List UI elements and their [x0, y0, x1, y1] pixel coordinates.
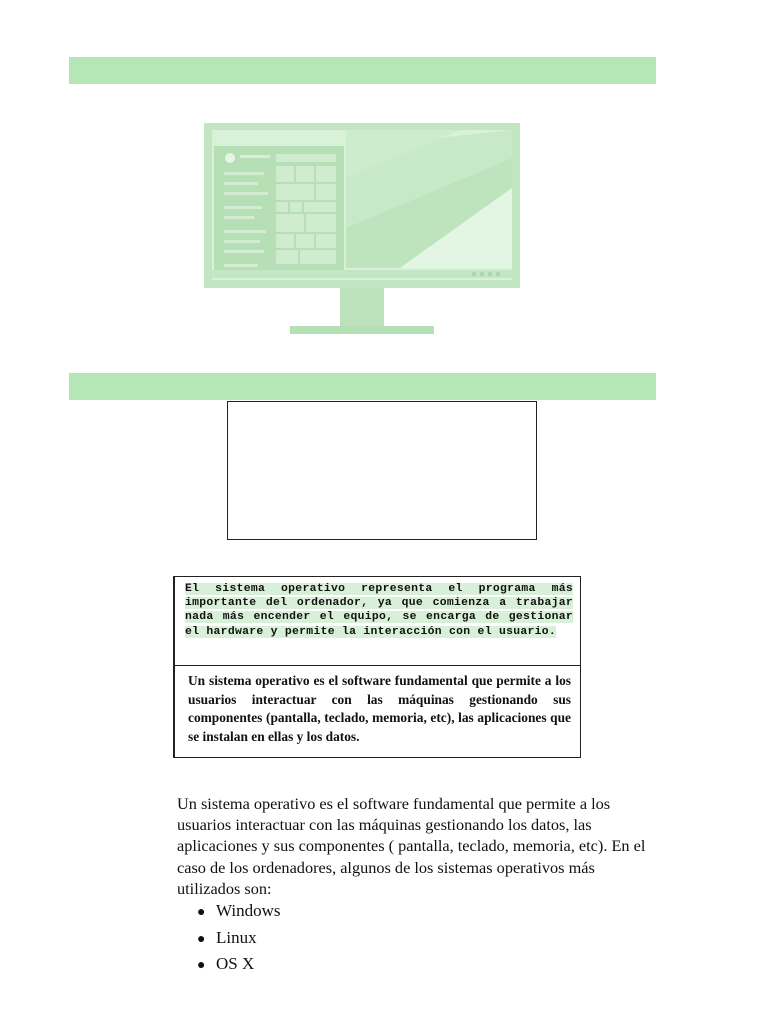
- list-item: [197, 925, 280, 952]
- monitor-stand-neck: [340, 288, 384, 328]
- middle-green-band: [69, 373, 656, 400]
- definition-divider: [175, 665, 580, 666]
- list-item-label: Linux: [216, 927, 257, 947]
- bullet-icon: ●: [197, 905, 206, 920]
- list-item-label: Windows: [216, 901, 281, 920]
- os-list: [197, 898, 280, 978]
- list-item-label: OS X: [216, 954, 255, 973]
- bullet-icon: ●: [197, 958, 206, 973]
- computer-monitor-icon: [200, 118, 524, 338]
- monitor-stand-base: [290, 326, 434, 334]
- main-paragraph: Un sistema operativo es el software fundamental que permite a los usuarios interactuar con las máquinas gestionando los datos, las aplicaciones y sus componentes ( pantalla, teclado, memoria, etc). En el caso de los ordenadores, algunos de los sistemas operativos más utilizados son:: [177, 794, 646, 898]
- highlighted-definition-text: El sistema operativo representa el programa más importante del ordenador, ya que comienza a trabajar nada más encender el equipo, se encarga de gestionar el hardware y permite la interacción con el usuario.: [185, 583, 573, 638]
- taskbar: [212, 270, 512, 278]
- top-green-band: [69, 57, 656, 84]
- bullet-icon: ●: [197, 931, 206, 947]
- list-item: [197, 898, 280, 925]
- list-item: [197, 951, 280, 978]
- secondary-definition: Un sistema operativo es el software fundamental que permite a los usuarios interactuar con las máquinas gestionando sus componentes (pantalla, teclado, memoria, etc), las aplicaciones que se instalan en ellas y los datos.: [188, 673, 571, 744]
- empty-text-box: [227, 401, 537, 540]
- definition-box: [173, 576, 581, 758]
- highlighted-definition: [185, 582, 573, 639]
